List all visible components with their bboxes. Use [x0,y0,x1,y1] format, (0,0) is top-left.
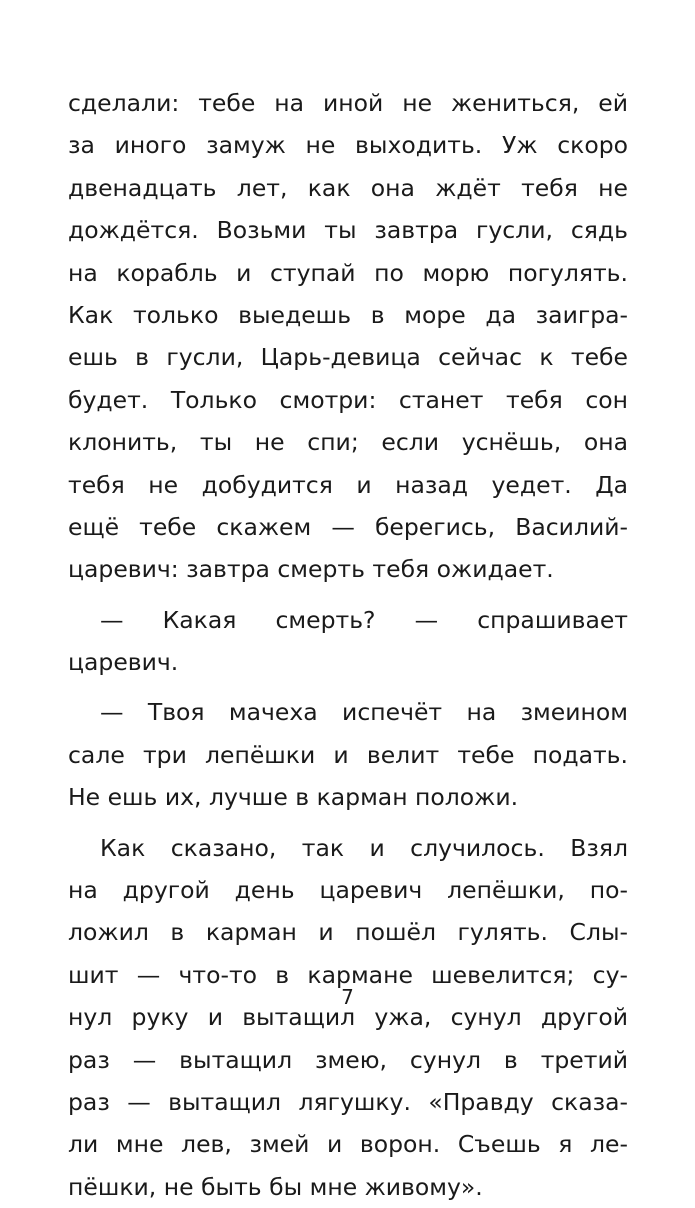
body-text [68,82,628,1208]
text-line: ложил в карман и пошёл гулять. Слы- [68,918,628,947]
text-line: клонить, ты не спи; если уснёшь, она [68,428,628,457]
text-line: на корабль и ступай по морю погулять. [68,258,628,287]
text-line: царевич: завтра смерть тебя ожидает. [68,555,554,584]
text-line: — Какая смерть? — спрашивает [100,605,628,634]
text-line: ещё тебе скажем — берегись, Василий- [68,512,628,541]
text-line: шит — что-то в кармане шевелится; су- [68,960,628,989]
paragraph-gap [68,683,628,691]
text-line: Не ешь их, лучше в карман положи. [68,783,519,812]
paragraph [68,827,628,1208]
page-number: 7 [341,985,354,1009]
text-line: ешь в гусли, Царь-девица сейчас к тебе [68,343,628,372]
text-line: ли мне лев, змей и ворон. Съешь я ле- [68,1130,628,1159]
text-line: за иного замуж не выходить. Уж скоро [68,131,628,160]
text-line: тебя не добудится и назад уедет. Да [68,470,628,499]
text-line: пёшки, не быть бы мне живому». [68,1172,483,1201]
paragraph [68,82,628,591]
text-line: дождётся. Возьми ты завтра гусли, сядь [68,216,628,245]
text-line: царевич. [68,648,179,677]
text-line: сале три лепёшки и велит тебе подать. [68,740,628,769]
paragraph [68,691,628,818]
text-line: нул руку и вытащил ужа, сунул другой [68,1003,628,1032]
paragraph-gap [68,591,628,599]
text-line: Как только выедешь в море да заигра- [68,300,628,329]
text-line: раз — вытащил лягушку. «Правду сказа- [68,1087,628,1116]
text-line: — Твоя мачеха испечёт на змеином [100,698,628,727]
paragraph [68,599,628,684]
text-line: Как сказано, так и случилось. Взял [100,833,628,862]
text-line: сделали: тебе на иной не жениться, ей [68,89,628,117]
text-line: двенадцать лет, как она ждёт тебя не [68,173,628,202]
text-line: будет. Только смотри: станет тебя сон [68,385,628,414]
text-line: на другой день царевич лепёшки, по- [68,876,628,905]
text-line: раз — вытащил змею, сунул в третий [68,1045,628,1074]
paragraph-gap [68,819,628,827]
